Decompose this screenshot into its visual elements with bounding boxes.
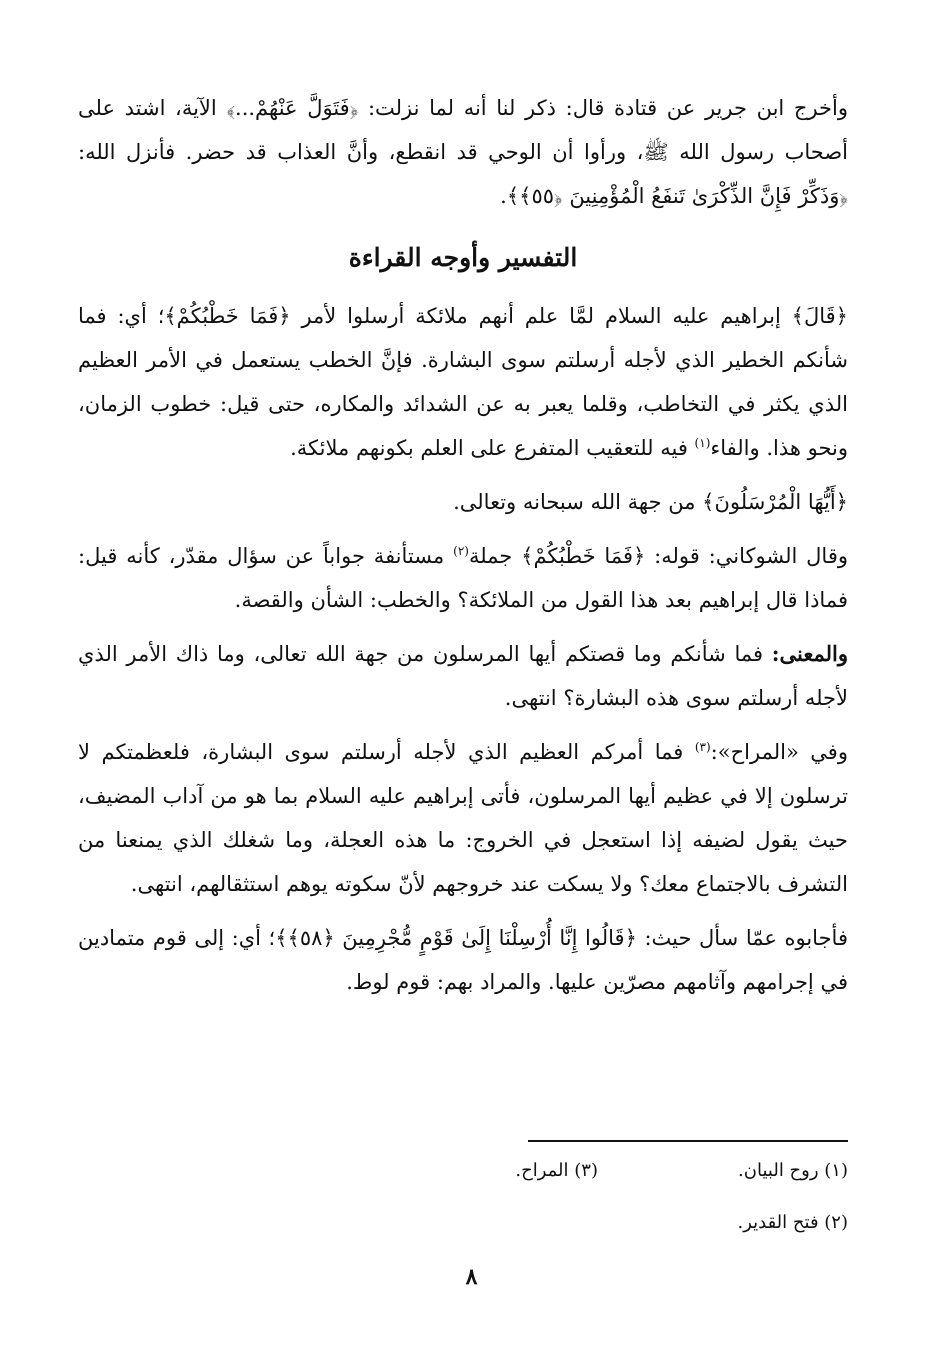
page-body [78,86,848,1014]
page-number: ٨ [465,1264,478,1290]
paragraph-text: مستأنفة جواباً عن سؤال مقدّر، كأنه قيل: فماذا قال إبراهيم بعد هذا القول من الملائكة؟ والخطب: الشأن والقصة. [78,544,848,612]
footnote-row [78,1156,848,1186]
footnote-divider [528,1140,848,1142]
paragraph-marah [78,730,848,906]
footnote-ref-2: (٢) [453,544,469,558]
section-heading: التفسير وأوجه القراءة [348,243,578,272]
paragraph-text: فما أمركم العظيم الذي لأجله أرسلتم سوى البشارة، فلعظمتكم لا ترسلون إلا في عظيم أيها المرسلون، فأتى إبراهيم عليه السلام بما هو من آداب المضيف، حيث يقول لضيفه إذا استعجل في الخروج: ما هذه العجلة، وما شغلك الذي يمنعنا من التشرف بالاجتماع معك؟ ولا يسكت عند خروجهم لأنّ سكوته يوهم استثقالهم، انتهى. [78,740,848,896]
paragraph-text: فأجابوه عمّا سأل حيث: ﴿قَالُوا إِنَّا أُرْسِلْنَا إِلَىٰ قَوْمٍ مُّجْرِمِينَ ﴿٥٨﴾﴾؛ أي: إلى قوم متمادين في إجرامهم وآثامهم مصرّين عليها. والمراد بهم: قوم لوط. [78,926,848,994]
paragraph-text: ﴿قَالَ﴾ إبراهيم عليه السلام لمَّا علم أنهم ملائكة أرسلوا لأمر ﴿فَمَا خَطْبُكُمْ﴾؛ أي: فما شأنكم الخطير الذي لأجله أرسلتم سوى البشارة. فإنَّ الخطب يستعمل في الأمر العظيم الذي يكثر في التخاطب، وقلما يعبر به عن الشدائد والمكاره، حتى قيل: خطوب الزمان، ونحو هذا. والفاء [78,304,848,460]
footnotes [78,1156,848,1260]
paragraph-text: فيه للتعقيب المتفرع على العلم بكونهم ملائكة. [290,436,695,460]
paragraph-text: وفي «المراح»: [710,740,848,764]
paragraph-khatbukum [78,294,848,470]
paragraph-meaning [78,632,848,720]
paragraph-shawkani [78,534,848,622]
paragraph-mursalun [78,480,848,524]
paragraph-answer [78,916,848,1004]
footnote-1: (١) روح البيان. [738,1160,848,1181]
paragraph-text: فما شأنكم وما قصتكم أيها المرسلون من جهة الله تعالى، وما ذاك الأمر الذي لأجله أرسلتم سوى هذه البشارة؟ انتهى. [78,642,848,710]
intro-paragraph [78,86,848,218]
footnote-row [78,1208,848,1238]
footnote-ref-1: (١) [694,436,711,450]
footnote-ref-3: (٣) [694,740,711,754]
paragraph-text: وقال الشوكاني: قوله: ﴿فَمَا خَطْبُكُمْ﴾ جملة [468,544,848,568]
footnote-3: (٣) المراح. [515,1160,598,1181]
intro-text: وأخرج ابن جرير عن قتادة قال: ذكر لنا أنه لما نزلت: ﴿فَتَوَلَّ عَنْهُمْ...﴾ الآية، اشتد على أصحاب رسول الله ﷺ، ورأوا أن الوحي قد انقطع، وأنَّ العذاب قد حضر. فأنزل الله: ﴿وَذَكِّرْ فَإِنَّ الذِّكْرَىٰ تَنفَعُ الْمُؤْمِنِينَ ﴿٥٥﴾﴾. [78,96,848,208]
footnote-2: (٢) فتح القدير. [737,1212,848,1233]
meaning-label: والمعنى: [771,641,848,666]
paragraph-text: ﴿أَيُّهَا الْمُرْسَلُونَ﴾ من جهة الله سبحانه وتعالى. [453,490,848,514]
